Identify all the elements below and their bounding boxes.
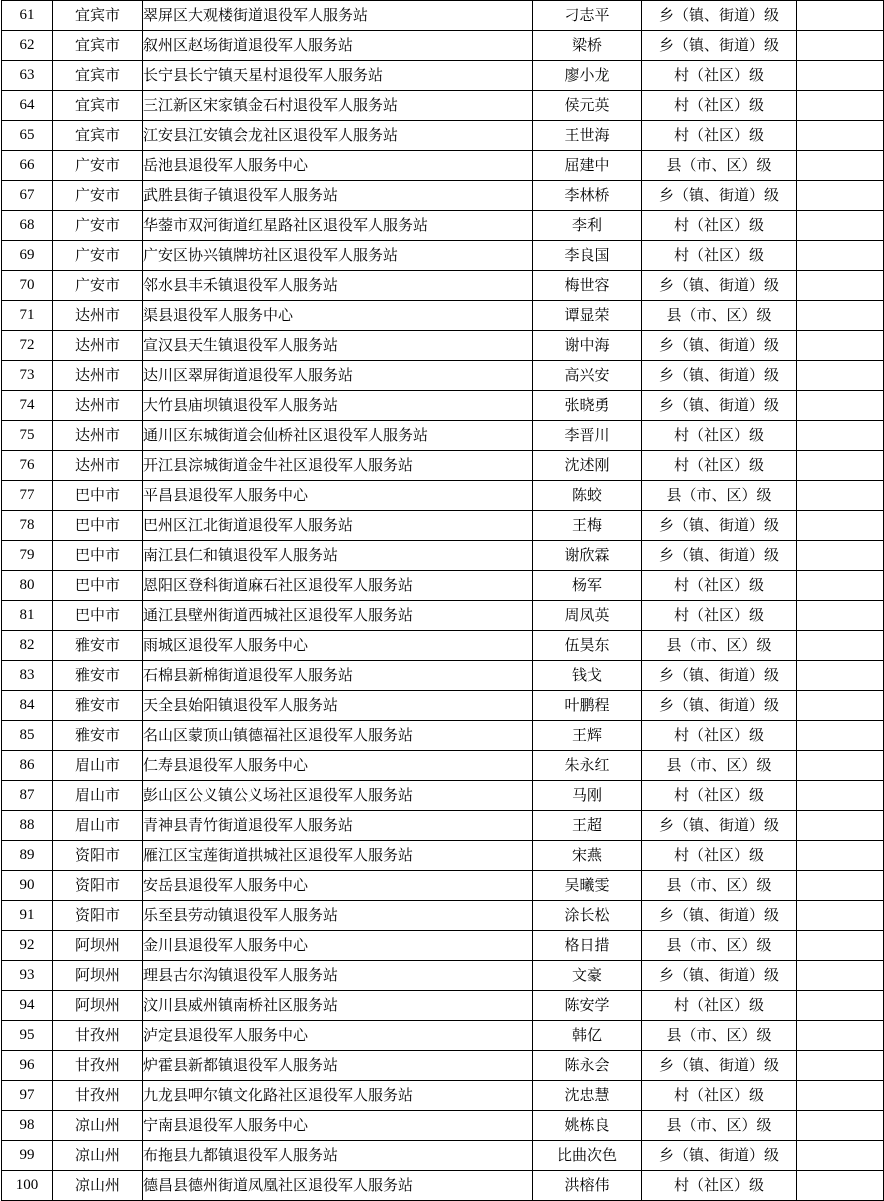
level-cell: 县（市、区）级 [642,1111,797,1141]
blank-cell [797,421,884,451]
table-row [2,511,884,541]
organization-cell: 达川区翠屏街道退役军人服务站 [143,361,533,391]
level-cell: 乡（镇、街道）级 [642,361,797,391]
organization-cell: 江安县江安镇会龙社区退役军人服务站 [143,121,533,151]
organization-cell: 泸定县退役军人服务中心 [143,1021,533,1051]
person-name-cell: 宋燕 [533,841,642,871]
city-cell: 巴中市 [53,511,143,541]
level-cell: 村（社区）级 [642,721,797,751]
serial-number-cell: 87 [2,781,53,811]
city-cell: 达州市 [53,421,143,451]
blank-cell [797,331,884,361]
table-row [2,1021,884,1051]
table-row [2,811,884,841]
organization-cell: 通江县壁州街道西城社区退役军人服务站 [143,601,533,631]
city-cell: 眉山市 [53,751,143,781]
table-row [2,1141,884,1171]
organization-cell: 武胜县街子镇退役军人服务站 [143,181,533,211]
person-name-cell: 韩亿 [533,1021,642,1051]
table-row [2,541,884,571]
blank-cell [797,961,884,991]
level-cell: 县（市、区）级 [642,751,797,781]
organization-cell: 青神县青竹街道退役军人服务站 [143,811,533,841]
table-row [2,211,884,241]
city-cell: 达州市 [53,301,143,331]
city-cell: 资阳市 [53,871,143,901]
serial-number-cell: 94 [2,991,53,1021]
serial-number-cell: 86 [2,751,53,781]
person-name-cell: 梅世容 [533,271,642,301]
serial-number-cell: 75 [2,421,53,451]
blank-cell [797,451,884,481]
table-row [2,1051,884,1081]
table-row [2,571,884,601]
blank-cell [797,871,884,901]
city-cell: 甘孜州 [53,1021,143,1051]
person-name-cell: 洪榕伟 [533,1171,642,1201]
level-cell: 乡（镇、街道）级 [642,1141,797,1171]
honor-list-table [1,0,884,1201]
city-cell: 宜宾市 [53,61,143,91]
level-cell: 县（市、区）级 [642,151,797,181]
table-row [2,481,884,511]
table-row [2,61,884,91]
organization-cell: 开江县淙城街道金牛社区退役军人服务站 [143,451,533,481]
organization-cell: 雁江区宝莲街道拱城社区退役军人服务站 [143,841,533,871]
level-cell: 县（市、区）级 [642,481,797,511]
table-row [2,451,884,481]
serial-number-cell: 70 [2,271,53,301]
organization-cell: 乐至县劳动镇退役军人服务站 [143,901,533,931]
table-body [2,1,884,1201]
city-cell: 广安市 [53,271,143,301]
serial-number-cell: 76 [2,451,53,481]
table-row [2,661,884,691]
blank-cell [797,481,884,511]
serial-number-cell: 67 [2,181,53,211]
blank-cell [797,121,884,151]
table-row [2,781,884,811]
serial-number-cell: 93 [2,961,53,991]
blank-cell [797,931,884,961]
blank-cell [797,211,884,241]
city-cell: 雅安市 [53,661,143,691]
level-cell: 村（社区）级 [642,1081,797,1111]
level-cell: 乡（镇、街道）级 [642,181,797,211]
level-cell: 乡（镇、街道）级 [642,811,797,841]
person-name-cell: 沈忠慧 [533,1081,642,1111]
table-row [2,271,884,301]
organization-cell: 叙州区赵场街道退役军人服务站 [143,31,533,61]
organization-cell: 布拖县九都镇退役军人服务站 [143,1141,533,1171]
blank-cell [797,1111,884,1141]
serial-number-cell: 81 [2,601,53,631]
organization-cell: 华蓥市双河街道红星路社区退役军人服务站 [143,211,533,241]
organization-cell: 通川区东城街道会仙桥社区退役军人服务站 [143,421,533,451]
person-name-cell: 陈永会 [533,1051,642,1081]
person-name-cell: 高兴安 [533,361,642,391]
serial-number-cell: 83 [2,661,53,691]
serial-number-cell: 79 [2,541,53,571]
level-cell: 乡（镇、街道）级 [642,901,797,931]
serial-number-cell: 64 [2,91,53,121]
serial-number-cell: 99 [2,1141,53,1171]
blank-cell [797,61,884,91]
level-cell: 村（社区）级 [642,1171,797,1201]
city-cell: 巴中市 [53,481,143,511]
blank-cell [797,151,884,181]
organization-cell: 石棉县新棉街道退役军人服务站 [143,661,533,691]
table-row [2,721,884,751]
organization-cell: 安岳县退役军人服务中心 [143,871,533,901]
person-name-cell: 李晋川 [533,421,642,451]
city-cell: 凉山州 [53,1141,143,1171]
person-name-cell: 李林桥 [533,181,642,211]
serial-number-cell: 95 [2,1021,53,1051]
blank-cell [797,1141,884,1171]
table-row [2,991,884,1021]
organization-cell: 彭山区公义镇公义场社区退役军人服务站 [143,781,533,811]
level-cell: 乡（镇、街道）级 [642,1,797,31]
person-name-cell: 陈安学 [533,991,642,1021]
person-name-cell: 周凤英 [533,601,642,631]
serial-number-cell: 69 [2,241,53,271]
organization-cell: 长宁县长宁镇天星村退役军人服务站 [143,61,533,91]
level-cell: 乡（镇、街道）级 [642,331,797,361]
city-cell: 达州市 [53,331,143,361]
serial-number-cell: 66 [2,151,53,181]
city-cell: 眉山市 [53,811,143,841]
person-name-cell: 姚栋良 [533,1111,642,1141]
blank-cell [797,511,884,541]
city-cell: 宜宾市 [53,121,143,151]
organization-cell: 九龙县呷尔镇文化路社区退役军人服务站 [143,1081,533,1111]
person-name-cell: 梁桥 [533,31,642,61]
city-cell: 雅安市 [53,721,143,751]
blank-cell [797,1171,884,1201]
organization-cell: 理县古尔沟镇退役军人服务站 [143,961,533,991]
person-name-cell: 格日措 [533,931,642,961]
level-cell: 乡（镇、街道）级 [642,391,797,421]
organization-cell: 三江新区宋家镇金石村退役军人服务站 [143,91,533,121]
blank-cell [797,901,884,931]
organization-cell: 炉霍县新都镇退役军人服务站 [143,1051,533,1081]
city-cell: 阿坝州 [53,931,143,961]
table-row [2,631,884,661]
serial-number-cell: 85 [2,721,53,751]
serial-number-cell: 63 [2,61,53,91]
city-cell: 广安市 [53,181,143,211]
person-name-cell: 侯元英 [533,91,642,121]
organization-cell: 南江县仁和镇退役军人服务站 [143,541,533,571]
level-cell: 村（社区）级 [642,91,797,121]
table-row [2,961,884,991]
table-row [2,691,884,721]
serial-number-cell: 100 [2,1171,53,1201]
person-name-cell: 刁志平 [533,1,642,31]
city-cell: 广安市 [53,211,143,241]
person-name-cell: 王辉 [533,721,642,751]
table-row [2,1,884,31]
person-name-cell: 马刚 [533,781,642,811]
organization-cell: 岳池县退役军人服务中心 [143,151,533,181]
level-cell: 乡（镇、街道）级 [642,691,797,721]
level-cell: 村（社区）级 [642,781,797,811]
serial-number-cell: 91 [2,901,53,931]
level-cell: 村（社区）级 [642,241,797,271]
serial-number-cell: 98 [2,1111,53,1141]
city-cell: 眉山市 [53,781,143,811]
person-name-cell: 李利 [533,211,642,241]
blank-cell [797,301,884,331]
level-cell: 县（市、区）级 [642,871,797,901]
serial-number-cell: 61 [2,1,53,31]
person-name-cell: 叶鹏程 [533,691,642,721]
serial-number-cell: 72 [2,331,53,361]
table-row [2,241,884,271]
level-cell: 县（市、区）级 [642,931,797,961]
person-name-cell: 陈蛟 [533,481,642,511]
table-row [2,331,884,361]
blank-cell [797,571,884,601]
level-cell: 村（社区）级 [642,421,797,451]
person-name-cell: 沈述刚 [533,451,642,481]
city-cell: 巴中市 [53,571,143,601]
blank-cell [797,1021,884,1051]
person-name-cell: 屈建中 [533,151,642,181]
blank-cell [797,631,884,661]
level-cell: 村（社区）级 [642,451,797,481]
city-cell: 宜宾市 [53,91,143,121]
city-cell: 宜宾市 [53,31,143,61]
city-cell: 广安市 [53,241,143,271]
serial-number-cell: 96 [2,1051,53,1081]
city-cell: 凉山州 [53,1171,143,1201]
level-cell: 乡（镇、街道）级 [642,961,797,991]
serial-number-cell: 62 [2,31,53,61]
person-name-cell: 朱永红 [533,751,642,781]
serial-number-cell: 84 [2,691,53,721]
city-cell: 巴中市 [53,541,143,571]
serial-number-cell: 78 [2,511,53,541]
organization-cell: 天全县始阳镇退役军人服务站 [143,691,533,721]
blank-cell [797,1,884,31]
blank-cell [797,241,884,271]
level-cell: 村（社区）级 [642,571,797,601]
serial-number-cell: 71 [2,301,53,331]
serial-number-cell: 68 [2,211,53,241]
table-row [2,91,884,121]
table-row [2,181,884,211]
person-name-cell: 廖小龙 [533,61,642,91]
person-name-cell: 王超 [533,811,642,841]
city-cell: 阿坝州 [53,991,143,1021]
person-name-cell: 李良国 [533,241,642,271]
blank-cell [797,601,884,631]
table-row [2,1081,884,1111]
table-row [2,1111,884,1141]
city-cell: 广安市 [53,151,143,181]
serial-number-cell: 90 [2,871,53,901]
organization-cell: 名山区蒙顶山镇德福社区退役军人服务站 [143,721,533,751]
serial-number-cell: 97 [2,1081,53,1111]
person-name-cell: 吴曦雯 [533,871,642,901]
serial-number-cell: 65 [2,121,53,151]
blank-cell [797,541,884,571]
blank-cell [797,271,884,301]
city-cell: 甘孜州 [53,1081,143,1111]
level-cell: 县（市、区）级 [642,631,797,661]
table-row [2,121,884,151]
level-cell: 乡（镇、街道）级 [642,661,797,691]
city-cell: 达州市 [53,391,143,421]
city-cell: 雅安市 [53,691,143,721]
blank-cell [797,811,884,841]
blank-cell [797,31,884,61]
organization-cell: 平昌县退役军人服务中心 [143,481,533,511]
table-row [2,901,884,931]
blank-cell [797,1051,884,1081]
serial-number-cell: 73 [2,361,53,391]
level-cell: 县（市、区）级 [642,1021,797,1051]
table-row [2,931,884,961]
organization-cell: 广安区协兴镇牌坊社区退役军人服务站 [143,241,533,271]
blank-cell [797,691,884,721]
blank-cell [797,661,884,691]
person-name-cell: 伍昊东 [533,631,642,661]
blank-cell [797,841,884,871]
blank-cell [797,181,884,211]
level-cell: 乡（镇、街道）级 [642,541,797,571]
organization-cell: 宁南县退役军人服务中心 [143,1111,533,1141]
table-row [2,151,884,181]
city-cell: 阿坝州 [53,961,143,991]
organization-cell: 邻水县丰禾镇退役军人服务站 [143,271,533,301]
serial-number-cell: 80 [2,571,53,601]
blank-cell [797,361,884,391]
level-cell: 村（社区）级 [642,601,797,631]
serial-number-cell: 82 [2,631,53,661]
table-row [2,301,884,331]
city-cell: 巴中市 [53,601,143,631]
blank-cell [797,1081,884,1111]
level-cell: 村（社区）级 [642,211,797,241]
blank-cell [797,781,884,811]
person-name-cell: 钱戈 [533,661,642,691]
person-name-cell: 谭显荣 [533,301,642,331]
serial-number-cell: 89 [2,841,53,871]
serial-number-cell: 77 [2,481,53,511]
organization-cell: 德昌县德州街道凤凰社区退役军人服务站 [143,1171,533,1201]
organization-cell: 汶川县威州镇南桥社区服务站 [143,991,533,1021]
table-row [2,31,884,61]
level-cell: 村（社区）级 [642,991,797,1021]
organization-cell: 雨城区退役军人服务中心 [143,631,533,661]
city-cell: 资阳市 [53,841,143,871]
table-row [2,751,884,781]
table-row [2,1171,884,1201]
organization-cell: 巴州区江北街道退役军人服务站 [143,511,533,541]
city-cell: 雅安市 [53,631,143,661]
level-cell: 乡（镇、街道）级 [642,31,797,61]
serial-number-cell: 92 [2,931,53,961]
person-name-cell: 涂长松 [533,901,642,931]
blank-cell [797,391,884,421]
person-name-cell: 比曲次色 [533,1141,642,1171]
blank-cell [797,721,884,751]
organization-cell: 恩阳区登科街道麻石社区退役军人服务站 [143,571,533,601]
table-row [2,871,884,901]
person-name-cell: 文豪 [533,961,642,991]
person-name-cell: 王世海 [533,121,642,151]
person-name-cell: 杨军 [533,571,642,601]
table-row [2,391,884,421]
organization-cell: 翠屏区大观楼街道退役军人服务站 [143,1,533,31]
person-name-cell: 张晓勇 [533,391,642,421]
city-cell: 甘孜州 [53,1051,143,1081]
organization-cell: 渠县退役军人服务中心 [143,301,533,331]
person-name-cell: 谢欣霖 [533,541,642,571]
city-cell: 资阳市 [53,901,143,931]
table-row [2,421,884,451]
person-name-cell: 谢中海 [533,331,642,361]
serial-number-cell: 74 [2,391,53,421]
blank-cell [797,91,884,121]
level-cell: 村（社区）级 [642,61,797,91]
level-cell: 乡（镇、街道）级 [642,271,797,301]
level-cell: 村（社区）级 [642,121,797,151]
city-cell: 达州市 [53,451,143,481]
table-row [2,361,884,391]
table-row [2,601,884,631]
organization-cell: 金川县退役军人服务中心 [143,931,533,961]
level-cell: 乡（镇、街道）级 [642,1051,797,1081]
organization-cell: 宣汉县天生镇退役军人服务站 [143,331,533,361]
person-name-cell: 王梅 [533,511,642,541]
blank-cell [797,991,884,1021]
level-cell: 县（市、区）级 [642,301,797,331]
city-cell: 凉山州 [53,1111,143,1141]
organization-cell: 大竹县庙坝镇退役军人服务站 [143,391,533,421]
level-cell: 村（社区）级 [642,841,797,871]
table-row [2,841,884,871]
level-cell: 乡（镇、街道）级 [642,511,797,541]
serial-number-cell: 88 [2,811,53,841]
organization-cell: 仁寿县退役军人服务中心 [143,751,533,781]
city-cell: 宜宾市 [53,1,143,31]
blank-cell [797,751,884,781]
city-cell: 达州市 [53,361,143,391]
